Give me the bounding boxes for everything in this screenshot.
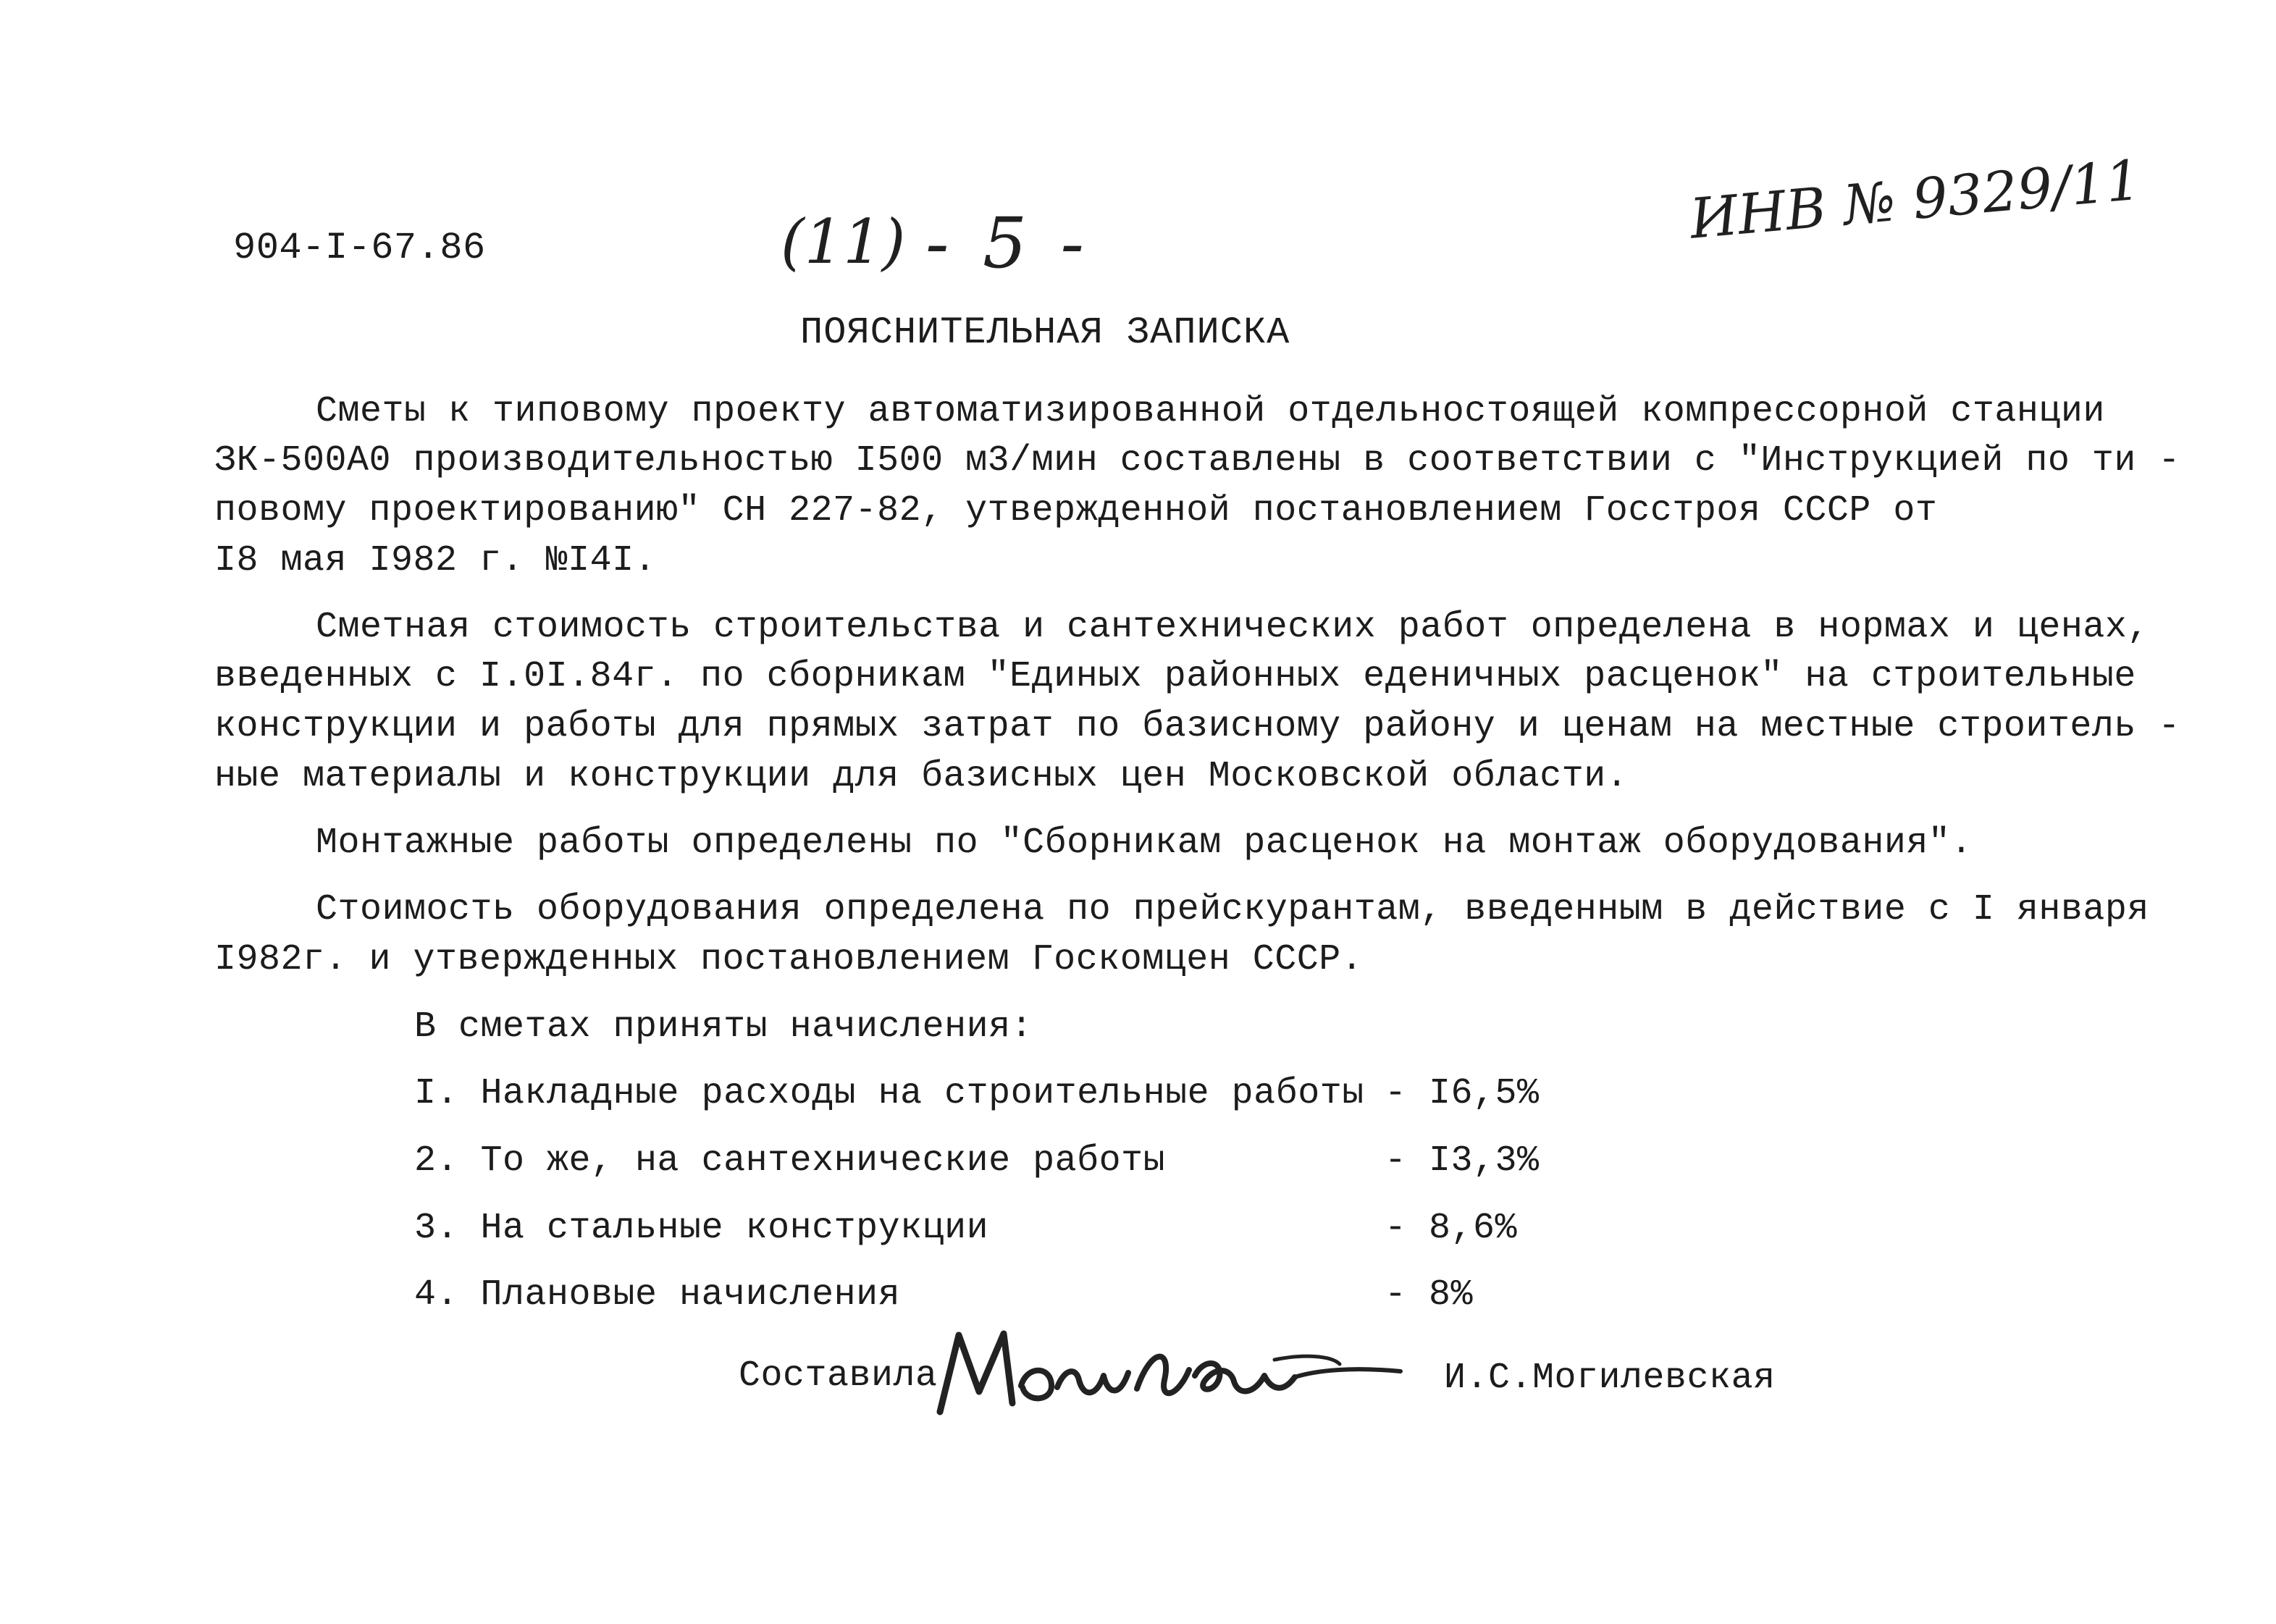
- charge-item-2-label: 2. То же, на сантехнические работы: [414, 1140, 1166, 1182]
- charge-item-1-value: - I6,5%: [1385, 1073, 1540, 1114]
- paragraph-2-line-4: ные материалы и конструкции для базисных цен Московской области.: [214, 756, 1629, 797]
- paragraph-2-line-2: введенных с I.0I.84г. по сборникам "Единых районных еденичных расценок" на строительные: [214, 656, 2136, 697]
- handwritten-inventory-number: ИНВ № 9329/11: [1687, 147, 2143, 251]
- signatory-name: И.С.Могилевская: [1444, 1358, 1776, 1399]
- paragraph-1-line-2: ЗК-500А0 производительностью I500 м3/мин составлены в соответствии с "Инструкцией по ти -: [214, 440, 2180, 481]
- handwritten-sheet-number: (11): [781, 206, 906, 277]
- paragraph-3-line-1: Монтажные работы определены по "Сборникам расценок на монтаж оборудования".: [316, 822, 1973, 864]
- paragraph-1-line-3: повому проектированию" СН 227-82, утвержденной постановлением Госстроя СССР от: [214, 490, 1938, 531]
- charge-item-4-value: - 8%: [1385, 1274, 1474, 1316]
- page-number: - 5 -: [925, 203, 1090, 284]
- charge-item-3-label: 3. На стальные конструкции: [414, 1208, 989, 1249]
- paragraph-1-line-1: Сметы к типовому проекту автоматизированной отдельностоящей компрессорной станции: [316, 391, 2105, 432]
- charges-intro: В сметах приняты начисления:: [414, 1006, 1033, 1048]
- charge-item-1-label: I. Накладные расходы на строительные работы: [414, 1073, 1364, 1114]
- paragraph-4-line-1: Стоимость оборудования определена по прейскурантам, введенным в действие с I января: [316, 889, 2149, 930]
- charge-item-4-label: 4. Плановые начисления: [414, 1274, 901, 1316]
- document-code: 904-I-67.86: [233, 227, 486, 269]
- paragraph-2-line-1: Сметная стоимость строительства и сантехнических работ определена в нормах и ценах,: [316, 607, 2149, 648]
- charge-item-3-value: - 8,6%: [1385, 1208, 1518, 1249]
- charge-item-2-value: - I3,3%: [1385, 1140, 1540, 1182]
- compiled-by-label: Составила: [739, 1355, 938, 1397]
- paragraph-4-line-2: I982г. и утвержденных постановлением Госкомцен СССР.: [214, 939, 1364, 980]
- document-title: ПОЯСНИТЕЛЬНАЯ ЗАПИСКА: [800, 311, 1290, 354]
- handwritten-signature: [934, 1325, 1405, 1419]
- paragraph-2-line-3: конструкции и работы для прямых затрат по базисному району и ценам на местные строитель -: [214, 706, 2180, 747]
- paragraph-1-line-4: I8 мая I982 г. №I4I.: [214, 540, 657, 581]
